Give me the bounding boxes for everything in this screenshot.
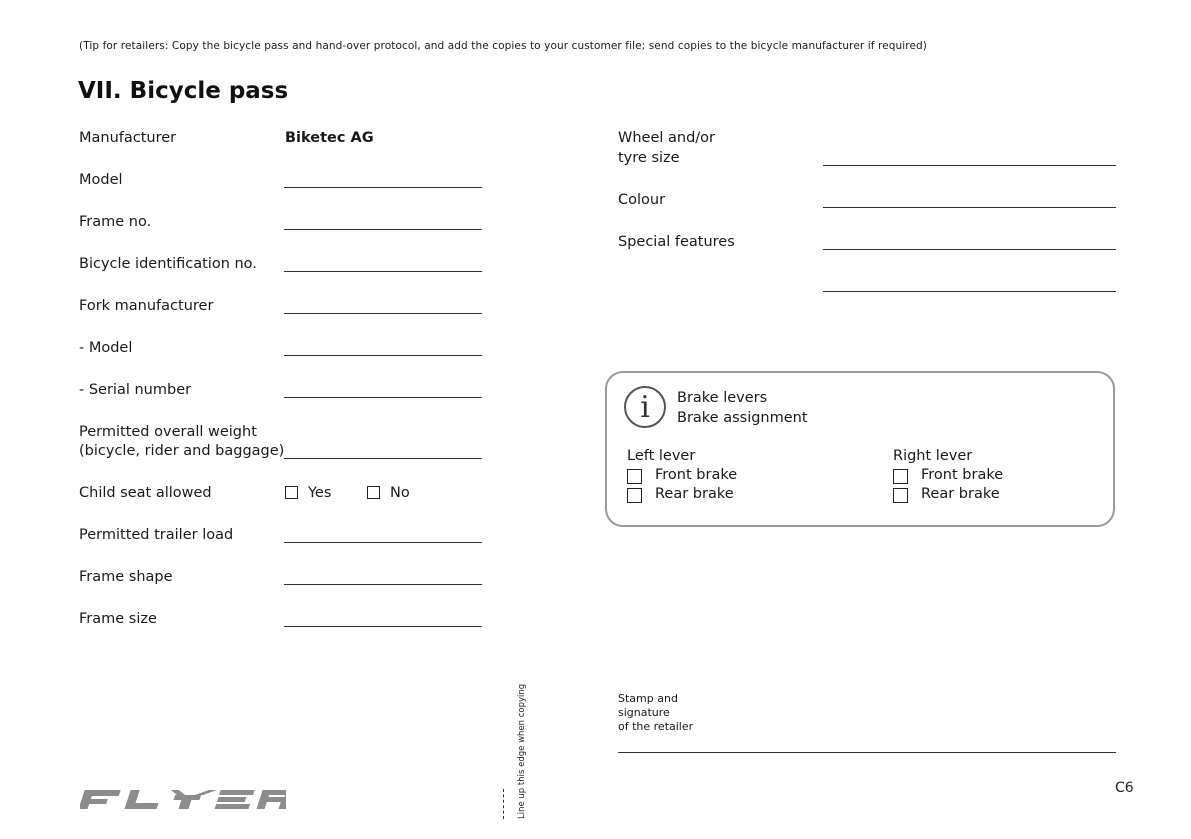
left-front-brake-label: Front brake bbox=[655, 467, 738, 483]
manufacturer-label: Manufacturer bbox=[79, 130, 177, 146]
copy-alignment-note: Line up this edge when copying bbox=[517, 683, 527, 819]
fork-serial-field[interactable] bbox=[284, 397, 482, 398]
frame-shape-field[interactable] bbox=[284, 584, 482, 585]
right-lever-label: Right lever bbox=[893, 448, 973, 464]
model-field[interactable] bbox=[284, 187, 482, 188]
special-features-label: Special features bbox=[618, 234, 735, 250]
copy-alignment-edge bbox=[503, 789, 504, 819]
left-front-brake-checkbox[interactable] bbox=[627, 469, 642, 484]
brake-box-title-line2: Brake assignment bbox=[677, 410, 808, 426]
flyer-logo bbox=[80, 786, 286, 812]
stamp-label-line2: signature bbox=[618, 706, 670, 719]
frame-shape-label: Frame shape bbox=[79, 569, 173, 585]
info-icon: i bbox=[624, 386, 666, 428]
bike-id-field[interactable] bbox=[284, 271, 482, 272]
left-rear-brake-checkbox[interactable] bbox=[627, 488, 642, 503]
child-seat-yes-checkbox[interactable] bbox=[285, 486, 298, 499]
weight-field[interactable] bbox=[284, 458, 482, 459]
weight-label-line1: Permitted overall weight bbox=[79, 424, 257, 440]
brake-box-title-line1: Brake levers bbox=[677, 390, 768, 406]
page-number: C6 bbox=[1115, 780, 1134, 796]
fork-model-field[interactable] bbox=[284, 355, 482, 356]
frame-size-field[interactable] bbox=[284, 626, 482, 627]
page-title: VII. Bicycle pass bbox=[78, 78, 289, 104]
fork-manufacturer-label: Fork manufacturer bbox=[79, 298, 214, 314]
wheel-size-field[interactable] bbox=[823, 165, 1116, 166]
left-lever-label: Left lever bbox=[627, 448, 696, 464]
bike-id-label: Bicycle identification no. bbox=[79, 256, 257, 272]
manufacturer-value: Biketec AG bbox=[285, 130, 374, 146]
fork-model-label: - Model bbox=[79, 340, 133, 356]
right-front-brake-label: Front brake bbox=[921, 467, 1004, 483]
weight-label-line2: (bicycle, rider and baggage) bbox=[79, 443, 285, 459]
fork-serial-label: - Serial number bbox=[79, 382, 192, 398]
stamp-label-line1: Stamp and bbox=[618, 692, 678, 705]
trailer-load-label: Permitted trailer load bbox=[79, 527, 234, 543]
colour-field[interactable] bbox=[823, 207, 1116, 208]
retailer-tip: (Tip for retailers: Copy the bicycle pass and hand-over protocol, and add the copies to your customer file; send copies to the bicycle manufacturer if required) bbox=[79, 40, 927, 52]
wheel-size-label-line1: Wheel and/or bbox=[618, 130, 716, 146]
trailer-load-field[interactable] bbox=[284, 542, 482, 543]
right-rear-brake-checkbox[interactable] bbox=[893, 488, 908, 503]
frame-no-label: Frame no. bbox=[79, 214, 152, 230]
model-label: Model bbox=[79, 172, 123, 188]
stamp-signature-field[interactable] bbox=[618, 752, 1116, 753]
stamp-label-line3: of the retailer bbox=[618, 720, 694, 733]
special-features-field[interactable] bbox=[823, 249, 1116, 250]
frame-no-field[interactable] bbox=[284, 229, 482, 230]
child-seat-no-label: No bbox=[390, 485, 410, 501]
special-features-field-2[interactable] bbox=[823, 291, 1116, 292]
child-seat-no-checkbox[interactable] bbox=[367, 486, 380, 499]
flyer-logo-graphic bbox=[80, 786, 286, 812]
right-rear-brake-label: Rear brake bbox=[921, 486, 1000, 502]
frame-size-label: Frame size bbox=[79, 611, 157, 627]
left-rear-brake-label: Rear brake bbox=[655, 486, 734, 502]
child-seat-label: Child seat allowed bbox=[79, 485, 212, 501]
child-seat-yes-label: Yes bbox=[308, 485, 332, 501]
right-front-brake-checkbox[interactable] bbox=[893, 469, 908, 484]
fork-manufacturer-field[interactable] bbox=[284, 313, 482, 314]
colour-label: Colour bbox=[618, 192, 666, 208]
wheel-size-label-line2: tyre size bbox=[618, 150, 680, 166]
